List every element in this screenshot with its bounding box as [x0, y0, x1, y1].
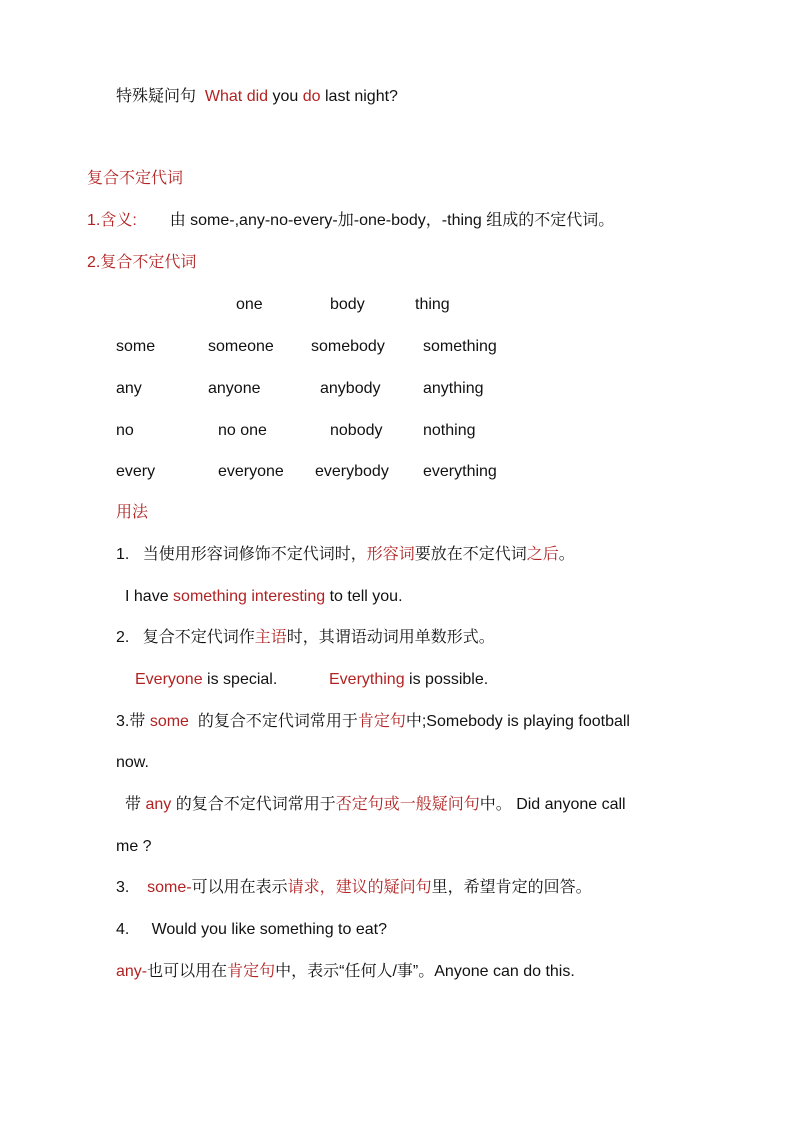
rule-highlight: 请求，建议的疑问句: [287, 879, 432, 896]
example-text: to tell you.: [329, 588, 403, 605]
example-1: [125, 586, 403, 608]
row-one: no one: [218, 422, 267, 439]
row-prefix: no: [116, 422, 134, 439]
example-text: I have: [125, 588, 169, 605]
rule-text: 的复合不定代词常用于: [175, 796, 336, 813]
definition-line: [87, 210, 614, 232]
example-2: [135, 669, 277, 691]
table-header-one: one: [236, 296, 263, 313]
highlight-what-did: What did: [204, 88, 269, 105]
usage-title: 用法: [116, 504, 149, 521]
example-2b: [329, 669, 488, 691]
rule-text: 也可以用在: [147, 963, 228, 980]
usage-rule-3-cont: now.: [116, 754, 149, 771]
row-one: everyone: [218, 463, 284, 480]
rule-text: 中，表示“任何人/事”。Anyone can do this.: [275, 963, 575, 980]
row-body: anybody: [320, 380, 381, 397]
definition-text: 由 some-,any-no-every-加-one-body，-thing 组成的不定代词。: [169, 212, 615, 229]
usage-rule-1: [116, 544, 575, 566]
rule-text: 时，其谓语动词用单数形式。: [286, 629, 495, 646]
row-body: somebody: [311, 338, 385, 355]
rule-highlight: 主语: [254, 629, 287, 646]
rule-highlight: 否定句或一般疑问句: [335, 796, 480, 813]
sub-title: 2.复合不定代词: [87, 254, 197, 271]
row-one: someone: [208, 338, 274, 355]
row-prefix: any: [116, 380, 142, 397]
usage-rule-3b: [125, 794, 626, 816]
usage-rule-3b-cont: me ?: [116, 838, 152, 855]
question-example-line: [116, 86, 398, 108]
rule-number: 1.: [116, 546, 130, 563]
row-one: anyone: [208, 380, 261, 397]
section-title: 复合不定代词: [87, 170, 184, 187]
rule-highlight: 肯定句: [227, 963, 276, 980]
rule-text: 3.带: [116, 713, 146, 730]
rule-text: 复合不定代词作: [142, 629, 255, 646]
rule-number: 3.: [116, 879, 130, 896]
row-thing: something: [423, 338, 497, 355]
rule-highlight: any-: [116, 963, 148, 980]
rule-highlight: 之后: [526, 546, 559, 563]
example-highlight: Everyone: [135, 671, 203, 688]
example-highlight: something interesting: [173, 588, 326, 605]
example-text: is special.: [207, 671, 278, 688]
highlight-do: do: [302, 88, 321, 105]
usage-rule-2: [116, 627, 495, 649]
rule-highlight: any: [145, 796, 172, 813]
rule-text: 中;Somebody is playing football: [405, 713, 630, 730]
usage-rule-6: [116, 961, 575, 983]
usage-rule-4: [116, 877, 592, 899]
rule-highlight: some-: [147, 879, 192, 896]
row-body: nobody: [330, 422, 383, 439]
rule-highlight: some: [149, 713, 189, 730]
rule-text: Would you like something to eat?: [151, 921, 387, 938]
usage-rule-5: [116, 919, 387, 941]
row-thing: anything: [423, 380, 484, 397]
example-highlight: Everything: [329, 671, 405, 688]
rule-number: 2.: [116, 629, 130, 646]
example-text: is possible.: [409, 671, 489, 688]
rule-text: 的复合不定代词常用于: [197, 713, 358, 730]
usage-rule-3: [116, 711, 630, 733]
word-you: you: [272, 88, 299, 105]
question-type-label: 特殊疑问句: [116, 88, 197, 105]
table-header-body: body: [330, 296, 365, 313]
row-thing: nothing: [423, 422, 476, 439]
row-prefix: some: [116, 338, 156, 355]
row-thing: everything: [423, 463, 497, 480]
row-body: everybody: [315, 463, 389, 480]
rule-text: 可以用在表示: [191, 879, 288, 896]
table-header-thing: thing: [415, 296, 450, 313]
definition-number: 1.含义:: [87, 212, 137, 229]
rule-text: 。: [558, 546, 575, 563]
rule-text: 里，希望肯定的回答。: [431, 879, 592, 896]
rule-text: 带: [125, 796, 142, 813]
rule-highlight: 肯定句: [357, 713, 406, 730]
rule-text: 中。 Did anyone call: [479, 796, 626, 813]
word-last-night: last night?: [325, 88, 398, 105]
rule-highlight: 形容词: [366, 546, 415, 563]
rule-text: 要放在不定代词: [414, 546, 527, 563]
rule-text: 当使用形容词修饰不定代词时，: [142, 546, 367, 563]
rule-number: 4.: [116, 921, 130, 938]
row-prefix: every: [116, 463, 156, 480]
